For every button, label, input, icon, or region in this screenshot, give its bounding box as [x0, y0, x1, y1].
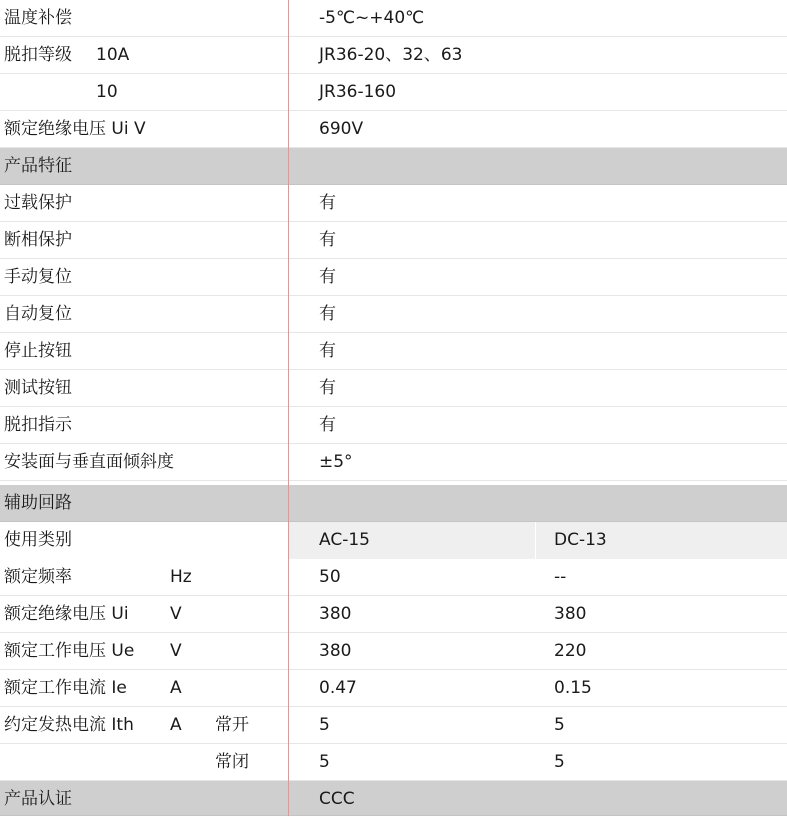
value-thermal-current-nc-dc: 5: [554, 752, 565, 772]
value-rated-work-current-dc: 0.15: [554, 678, 592, 698]
value-phase-loss: 有: [319, 230, 336, 250]
value-rated-work-voltage-ac: 380: [319, 641, 352, 661]
table-row: [0, 296, 787, 333]
label-auto-reset: 自动复位: [4, 304, 72, 324]
value-manual-reset: 有: [319, 267, 336, 287]
table-row: [0, 333, 787, 370]
label-manual-reset: 手动复位: [4, 267, 72, 287]
table-row: [0, 259, 787, 296]
section-title-aux: 辅助回路: [4, 493, 72, 513]
value-rated-freq-ac: 50: [319, 567, 341, 587]
section-header-cert: [0, 781, 787, 816]
table-row: [0, 37, 787, 74]
value-rated-work-current-ac: 0.47: [319, 678, 357, 698]
label-rated-work-voltage: 额定工作电压 Ue: [4, 641, 135, 661]
table-row: [0, 744, 787, 781]
label-thermal-current: 约定发热电流 Ith: [4, 715, 134, 735]
value-aux-ins-voltage-ac: 380: [319, 604, 352, 624]
value-test-button: 有: [319, 378, 336, 398]
table-row: [0, 633, 787, 670]
contact-normally-closed: 常闭: [215, 752, 249, 772]
label-rated-work-current: 额定工作电流 Ie: [4, 678, 127, 698]
table-row: [0, 111, 787, 148]
value-aux-ins-voltage-dc: 380: [554, 604, 587, 624]
value-cert: CCC: [319, 789, 355, 809]
table-row: [0, 222, 787, 259]
label-phase-loss: 断相保护: [4, 230, 72, 250]
table-row: [0, 0, 787, 37]
value-stop-button: 有: [319, 341, 336, 361]
contact-normally-open: 常开: [215, 715, 249, 735]
label-usage-cat: 使用类别: [4, 530, 72, 550]
section-title-features: 产品特征: [4, 156, 72, 176]
label-mount-tilt: 安装面与垂直面倾斜度: [4, 452, 174, 472]
value-rated-ins-voltage: 690V: [319, 119, 364, 139]
value-temp-comp: -5℃~+40℃: [319, 8, 425, 28]
label-rated-freq: 额定频率: [4, 567, 72, 587]
value-usage-ac: AC-15: [319, 530, 370, 550]
value-thermal-current-no-ac: 5: [319, 715, 330, 735]
value-trip-class-b: JR36-160: [319, 82, 397, 102]
table-row: [0, 74, 787, 111]
value-usage-dc: DC-13: [554, 530, 607, 550]
value-trip-indicator: 有: [319, 415, 336, 435]
section-header-features: [0, 148, 787, 185]
label-trip-class: 脱扣等级: [4, 45, 72, 65]
label-rated-ins-voltage: 额定绝缘电压 Ui V: [4, 119, 146, 139]
table-row: [0, 559, 787, 596]
label-temp-comp: 温度补偿: [4, 8, 72, 28]
column-divider: [288, 0, 289, 816]
unit-aux-ins-voltage: V: [170, 604, 182, 624]
table-row: [0, 444, 787, 481]
value-thermal-current-no-dc: 5: [554, 715, 565, 735]
table-row: [0, 370, 787, 407]
label-stop-button: 停止按钮: [4, 341, 72, 361]
unit-rated-work-current: A: [170, 678, 182, 698]
label-overload: 过载保护: [4, 193, 72, 213]
label-test-button: 测试按钮: [4, 378, 72, 398]
unit-rated-work-voltage: V: [170, 641, 182, 661]
value-mount-tilt: ±5°: [319, 452, 353, 472]
sub-trip-class-b: 10: [96, 82, 118, 102]
section-title-cert: 产品认证: [4, 789, 72, 809]
unit-thermal-current: A: [170, 715, 182, 735]
sub-trip-class-a: 10A: [96, 45, 130, 65]
label-trip-indicator: 脱扣指示: [4, 415, 72, 435]
section-header-aux: [0, 485, 787, 522]
table-row: [0, 596, 787, 633]
value-overload: 有: [319, 193, 336, 213]
table-row: [0, 707, 787, 744]
value-trip-class-a: JR36-20、32、63: [319, 45, 463, 65]
value-thermal-current-nc-ac: 5: [319, 752, 330, 772]
value-rated-work-voltage-dc: 220: [554, 641, 587, 661]
table-row: [0, 407, 787, 444]
label-aux-ins-voltage: 额定绝缘电压 Ui: [4, 604, 129, 624]
table-row: [0, 522, 787, 559]
value-auto-reset: 有: [319, 304, 336, 324]
unit-rated-freq: Hz: [170, 567, 192, 587]
table-row: [0, 670, 787, 707]
value-rated-freq-dc: --: [554, 567, 567, 587]
table-row: [0, 185, 787, 222]
